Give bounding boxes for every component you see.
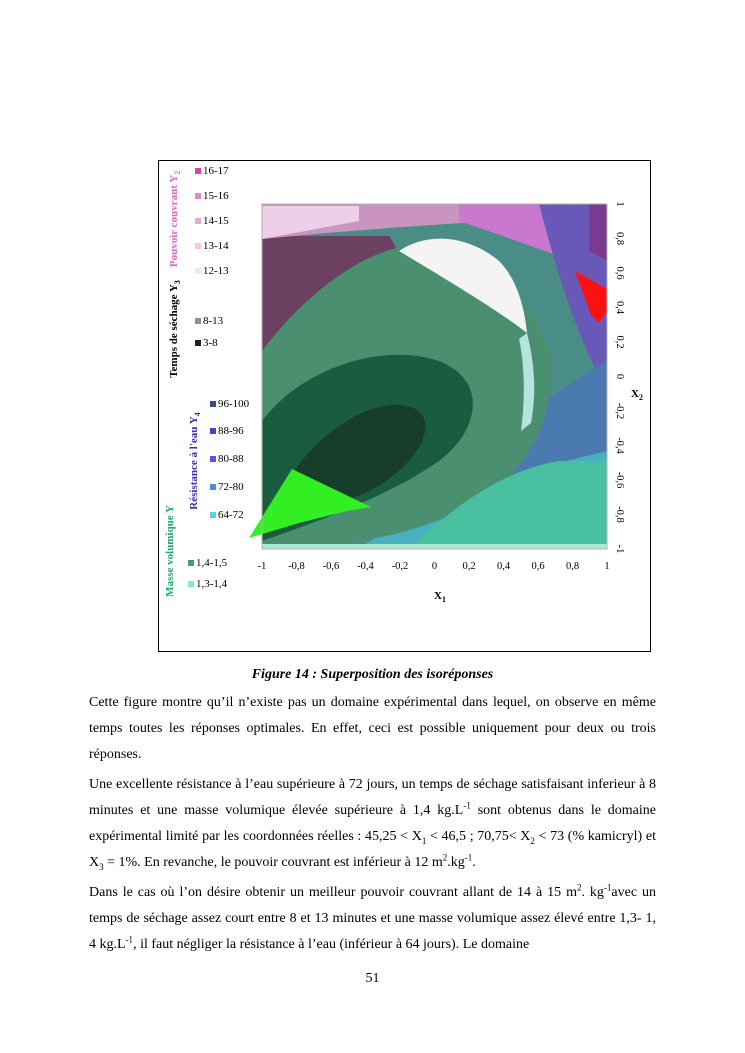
paragraph-2: Une excellente résistance à l’eau supérieure à 72 jours, un temps de séchage satisfaisant inferieur à 8 minutes et une masse volumique élevée supérieure à 1,4 $kg.L^{-1}$ sont obtenus dans le domaine expérimental limité par les coordonnées réelles : $45,25 < X_1 < 46,5$ ; $70,75< X_2 < 73$ (% kamicryl) et $X_3 = 1\%$. En revanche, le pouvoir couvrant est inférieur à 12 $m^2.kg^{-1}$. bbox=[89, 777, 656, 872]
page-number: 51 bbox=[365, 971, 380, 986]
legend-swatch bbox=[210, 512, 216, 518]
figure-frame bbox=[158, 160, 651, 652]
legend-swatch bbox=[195, 243, 201, 249]
y-tick-label: -0,8 bbox=[614, 506, 625, 523]
x-tick-label: 0,6 bbox=[531, 561, 545, 572]
legend-swatch bbox=[195, 168, 201, 174]
legend-swatch bbox=[195, 268, 201, 274]
y-tick-label: 0,6 bbox=[614, 266, 625, 280]
x-tick-label: -0,6 bbox=[322, 561, 340, 572]
bottom-strip bbox=[262, 544, 607, 549]
x-axis-label: $X_1$ bbox=[434, 590, 446, 604]
x-tick-label: 1 bbox=[604, 561, 610, 572]
legend-item-label: 1,4-1,5 bbox=[196, 557, 228, 569]
legend-item-label: 1,3-1,4 bbox=[196, 578, 228, 590]
x-tick-label: 0,8 bbox=[565, 561, 580, 572]
y-tick-label: -0,4 bbox=[614, 437, 625, 454]
legend-group-title: Pouvoir couvrant $Y_2$ bbox=[168, 170, 182, 268]
legend-group-title: Masse volumique Y bbox=[164, 505, 176, 597]
x-tick-label: 0,2 bbox=[462, 561, 476, 572]
legend-swatch bbox=[188, 581, 194, 587]
legend-swatch bbox=[195, 318, 201, 324]
legend-swatch bbox=[210, 428, 216, 434]
y-tick-label: 0,8 bbox=[614, 231, 625, 246]
figure-caption: Figure 14 : Superposition des isoréponses bbox=[251, 667, 494, 682]
legend-swatch bbox=[195, 193, 201, 199]
contour-plot-area bbox=[249, 204, 607, 549]
x-tick-label: -0,4 bbox=[357, 561, 374, 572]
legend-swatch bbox=[210, 484, 216, 490]
legend-item-label: 16-17 bbox=[203, 165, 229, 177]
x-tick-label: 0,4 bbox=[496, 561, 511, 572]
x-tick-label: -1 bbox=[257, 561, 267, 572]
legend-group-title: Résistance à l'eau $Y_4$ bbox=[188, 412, 202, 510]
y-tick-label: -0,6 bbox=[614, 471, 625, 489]
legend-item-label: 88-96 bbox=[218, 425, 244, 437]
legend-item-label: 3-8 bbox=[203, 337, 218, 349]
x-tick-label: 0 bbox=[431, 561, 438, 572]
x-axis bbox=[258, 561, 610, 604]
paragraph-3: Dans le cas où l’on désire obtenir un meilleur pouvoir couvrant allant de 14 à 15 $m^2$. $kg^{-1}avec$ un temps de séchage assez court entre 8 et 13 minutes et une masse volumique assez élevé entre 1,3- 1, 4 $kg.L^{-1}$, il faut négliger la résistance à l’eau (inférieur à 64 jours). Le domaine bbox=[89, 882, 656, 952]
legend-item-label: 72-80 bbox=[218, 481, 244, 493]
legend-item-label: 13-14 bbox=[203, 240, 229, 252]
x-tick-label: -0,8 bbox=[288, 561, 305, 572]
legend-item-label: 12-13 bbox=[203, 265, 229, 277]
contour-region-deep-violet bbox=[589, 204, 607, 261]
legend-item-label: 96-100 bbox=[218, 398, 250, 410]
legend-swatch bbox=[210, 401, 216, 407]
body-text bbox=[89, 690, 656, 962]
y-tick-label: 0 bbox=[614, 373, 625, 380]
legend-swatch bbox=[195, 340, 201, 346]
y-tick-label: 1 bbox=[614, 201, 625, 207]
isoresponse-figure bbox=[159, 161, 650, 651]
legend-item-label: 8-13 bbox=[203, 315, 224, 327]
legend-swatch bbox=[195, 218, 201, 224]
y-tick-label: 0,2 bbox=[614, 335, 625, 349]
legend-item-label: 14-15 bbox=[203, 215, 229, 227]
legend-swatch bbox=[188, 560, 194, 566]
legend bbox=[164, 165, 250, 597]
legend-item-label: 80-88 bbox=[218, 453, 244, 465]
x-tick-label: -0,2 bbox=[391, 561, 409, 572]
y-tick-label: -1 bbox=[614, 544, 625, 554]
legend-item-label: 15-16 bbox=[203, 190, 229, 202]
y-axis-label: $X_2$ bbox=[631, 388, 643, 402]
paragraph-1: Cette figure montre qu’il n’existe pas un domaine expérimental dans lequel, on observe en même temps toutes les réponses optimales. En effet, ceci est possible uniquement pour deux ou trois réponses. bbox=[89, 695, 656, 762]
y-axis bbox=[614, 201, 643, 553]
legend-group-title: Temps de séchage $Y_3$ bbox=[168, 280, 182, 378]
legend-item-label: 64-72 bbox=[218, 509, 244, 521]
legend-swatch bbox=[210, 456, 216, 462]
y-tick-label: 0,4 bbox=[614, 300, 625, 315]
y-tick-label: -0,2 bbox=[614, 402, 625, 420]
